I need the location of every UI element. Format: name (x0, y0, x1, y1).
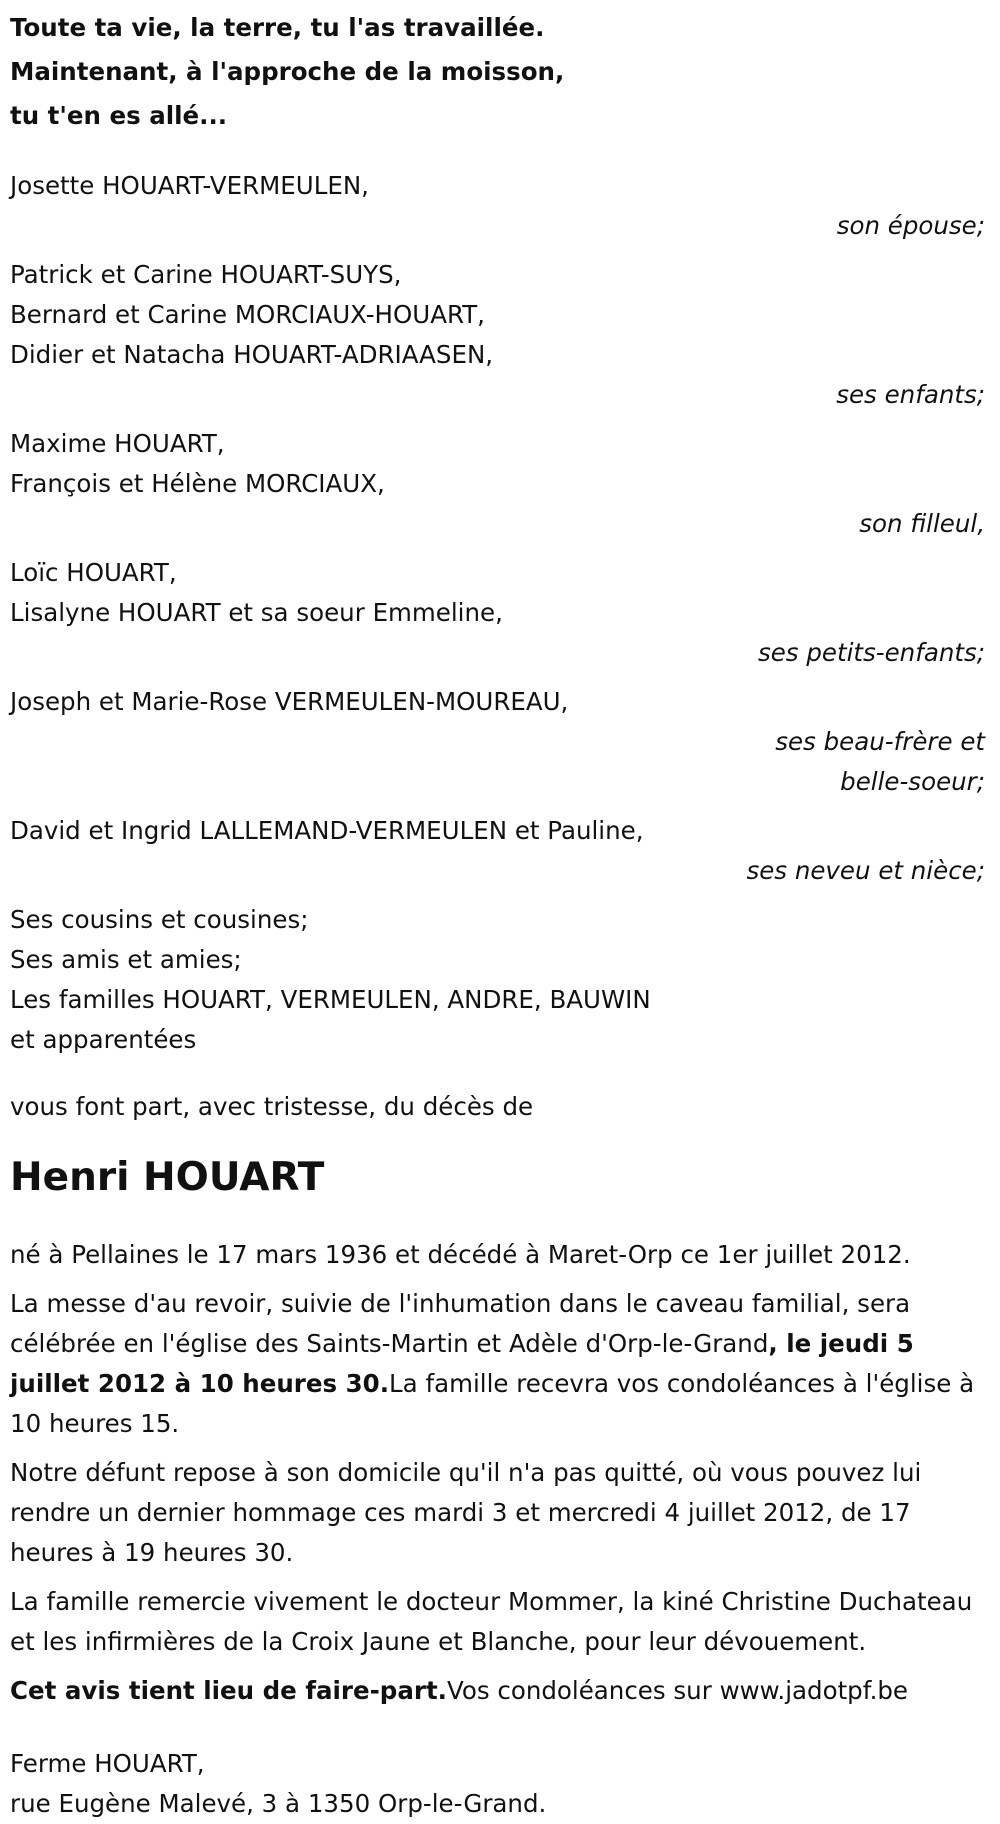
family-group-in-laws (10, 682, 995, 802)
poem-line: Toute ta vie, la terre, tu l'as travaillée. (10, 13, 545, 42)
relationship-text: ses neveu et nièce; (746, 856, 985, 885)
relationship-text: ses enfants; (836, 380, 985, 409)
deceased-name: Henri HOUART (10, 1155, 325, 1200)
family-name: Patrick et Carine HOUART-SUYS, (10, 260, 402, 289)
notice-text (10, 1671, 995, 1711)
family-name: Didier et Natacha HOUART-ADRIAASEN, (10, 340, 494, 369)
family-name: Lisalyne HOUART et sa soeur Emmeline, (10, 598, 503, 627)
announcement-intro: vous font part, avec tristesse, du décès de (10, 1092, 534, 1121)
family-name: Bernard et Carine MORCIAUX-HOUART, (10, 300, 485, 329)
notice-bold: Cet avis tient lieu de faire-part. (10, 1676, 447, 1705)
ceremony-text (10, 1284, 995, 1444)
family-name: Josette HOUART-VERMEULEN, (10, 171, 369, 200)
ceremony-date: , le jeudi 5 juillet 2012 à 10 heures 30. (10, 1329, 914, 1398)
thanks-text: La famille remercie vivement le docteur Mommer, la kiné Christine Duchateau et les infirmières de la Croix Jaune et Blanche, pour leur dévouement. (10, 1587, 973, 1656)
poem-line: Maintenant, à l'approche de la moisson, (10, 57, 565, 86)
family-name: Loïc HOUART, (10, 558, 177, 587)
family-group-grandchildren (10, 553, 995, 673)
other-relatives (10, 900, 1000, 1060)
birth-death-text: né à Pellaines le 17 mars 1936 et décédé à Maret-Orp ce 1er juillet 2012. (10, 1240, 911, 1269)
relatives-line: Les familles HOUART, VERMEULEN, ANDRE, BAUWIN (10, 985, 651, 1014)
relatives-line: et apparentées (10, 1025, 197, 1054)
poem-line: tu t'en es allé... (10, 101, 228, 130)
visitation-text: Notre défunt repose à son domicile qu'il n'a pas quitté, où vous pouvez lui rendre un dernier hommage ces mardi 3 et mercredi 4 juillet 2012, de 17 heures à 19 heures 30. (10, 1458, 922, 1567)
relationship-label (10, 206, 995, 246)
relationship-label (10, 851, 995, 891)
ceremony-part: La famille recevra vos condoléances à l'église à 10 heures 15. (10, 1369, 975, 1438)
family-names (10, 166, 995, 206)
relationship-label (10, 375, 995, 415)
family-group-children (10, 255, 995, 415)
relatives-line: Ses cousins et cousines; (10, 905, 309, 934)
family-name: Joseph et Marie-Rose VERMEULEN-MOUREAU, (10, 687, 569, 716)
family-names (10, 424, 995, 504)
family-name: David et Ingrid LALLEMAND-VERMEULEN et Pauline, (10, 816, 644, 845)
poem (10, 6, 1000, 138)
family-group-godson (10, 424, 995, 544)
family-group-nephew-niece (10, 811, 995, 891)
family-group-spouse (10, 166, 995, 246)
relationship-text: ses beau-frère et (775, 727, 985, 756)
family-names (10, 255, 995, 375)
relationship-text: son épouse; (836, 211, 985, 240)
address-line: rue Eugène Malevé, 3 à 1350 Orp-le-Grand. (10, 1789, 547, 1818)
family-names (10, 811, 995, 851)
relationship-label (10, 633, 995, 673)
ceremony-part: La messe d'au revoir, suivie de l'inhumation dans le caveau familial, sera célébrée en l'église des Saints-Martin et Adèle d'Orp-le-Grand (10, 1289, 911, 1358)
family-names (10, 553, 995, 633)
address-block (10, 1744, 1000, 1824)
relatives-line: Ses amis et amies; (10, 945, 242, 974)
relationship-text: belle-soeur; (840, 767, 985, 796)
notice-condolences: Vos condoléances sur www.jadotpf.be (446, 1676, 908, 1705)
relationship-text: ses petits-enfants; (757, 638, 985, 667)
address-line: Ferme HOUART, (10, 1749, 205, 1778)
relationship-label (10, 722, 995, 802)
family-names (10, 682, 995, 722)
family-name: Maxime HOUART, (10, 429, 225, 458)
relationship-label (10, 504, 995, 544)
family-name: François et Hélène MORCIAUX, (10, 469, 385, 498)
relationship-text: son filleul, (859, 509, 985, 538)
